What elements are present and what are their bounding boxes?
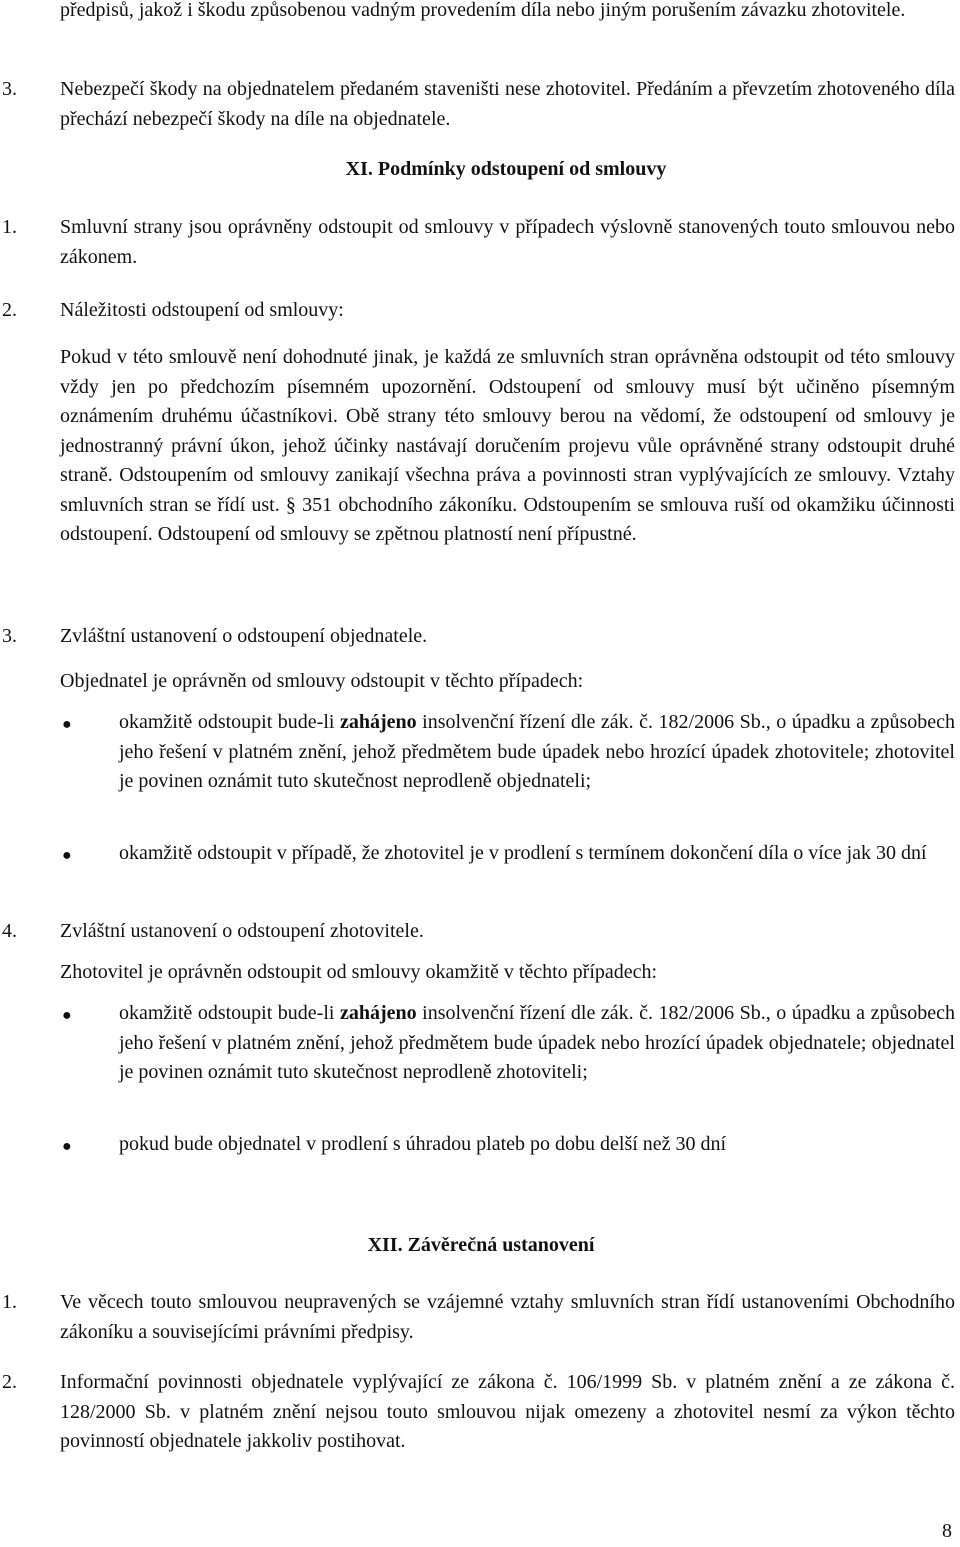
item-number: 2. xyxy=(2,299,17,321)
sec11-item4-bullet-2: pokud bude objednatel v prodlení s úhradou plateb po dobu delší než 30 dní xyxy=(119,1133,727,1155)
section-heading-xi xyxy=(26,155,960,185)
sec11-item3-intro: Objednatel je oprávněn od smlouvy odstoupit v těchto případech: xyxy=(60,670,584,692)
sec11-item2-paragraph: Pokud v této smlouvě není dohodnuté jinak, je každá ze smluvních stran oprávněna odstoupit od této smlouvy vždy jen po předchozím písemném upozornění. Odstoupení od smlouvy musí být učiněno písemným oznámením druhému účastníkovi. Obě strany této smlouvy berou na vědomí, že odstoupení od smlouvy je jednostranný právní úkon, jehož účinky nastávají doručením projevu vůle oprávněné strany odstoupit druhé straně. Odstoupením od smlouvy zanikají všechna práva a povinnosti stran vyplývajících ze smlouvy. Vztahy smluvních stran se řídí ust. § 351 obchodního zákoníku. Odstoupením se smlouva ruší od okamžiku účinnosti odstoupení. Odstoupení od smlouvy se zpětnou platností není přípustné. xyxy=(60,346,955,545)
section-title: Závěrečná ustanovení xyxy=(407,1234,595,1256)
sec11-item1-text: Smluvní strany jsou oprávněny odstoupit od smlouvy v případech výslovně stanovených touto smlouvou nebo zákonem. xyxy=(60,216,955,268)
sec11-item3-heading: Zvláštní ustanovení o odstoupení objednatele. xyxy=(60,625,428,647)
section-number: XII. xyxy=(367,1234,403,1256)
item-number: 3. xyxy=(2,625,17,647)
section-title: Podmínky odstoupení od smlouvy xyxy=(377,158,667,180)
item-number: 1. xyxy=(2,1291,17,1313)
sec12-item1-text: Ve věcech touto smlouvou neupravených se vzájemné vztahy smluvních stran řídí ustanoveními Obchodního zákoníku a souvisejícími právními předpisy. xyxy=(60,1291,955,1343)
bullet-icon: ● xyxy=(62,847,72,864)
section-number: XI. xyxy=(345,158,373,180)
continuation-paragraph: předpisů, jakož i škodu způsobenou vadným provedením díla nebo jiným porušením závazku zhotovitele. xyxy=(60,0,906,21)
sec11-item4-heading: Zvláštní ustanovení o odstoupení zhotovitele. xyxy=(60,920,424,942)
sec11-item4-bullet-1: okamžitě odstoupit bude-li zahájeno insolvenční řízení dle zák. č. 182/2006 Sb., o úpadku a způsobech jeho řešení v platném znění, jehož předmětem bude úpadek nebo hrozící úpadek objednatele; objednatel je povinen oznámit tuto skutečnost neprodleně zhotoviteli; xyxy=(119,1002,955,1083)
bullet-icon: ● xyxy=(62,1007,72,1024)
page-number: 8 xyxy=(942,1520,952,1542)
item-number: 3. xyxy=(2,78,17,100)
item-number: 1. xyxy=(2,216,17,238)
bullet-icon: ● xyxy=(62,1138,72,1155)
sec12-item2-text: Informační povinnosti objednatele vyplývající ze zákona č. 106/1999 Sb. v platném znění a ze zákona č. 128/2000 Sb. v platném znění nejsou touto smlouvou nijak omezeny a zhotovitel nesmí za výkon těchto povinností objednatele jakkoliv postihovat. xyxy=(60,1371,955,1452)
sec10-item3-text: Nebezpečí škody na objednatelem předaném staveništi nese zhotovitel. Předáním a převzetím zhotoveného díla přechází nebezpečí škody na díle na objednatele. xyxy=(60,78,955,130)
sec11-item2-heading: Náležitosti odstoupení od smlouvy: xyxy=(60,299,344,321)
sec11-item4-intro: Zhotovitel je oprávněn odstoupit od smlouvy okamžitě v těchto případech: xyxy=(60,961,658,983)
section-heading-xii xyxy=(1,1231,960,1261)
item-number: 4. xyxy=(2,920,17,942)
sec11-item3-bullet-2: okamžitě odstoupit v případě, že zhotovitel je v prodlení s termínem dokončení díla o více jak 30 dní xyxy=(119,842,927,864)
sec11-item3-bullet-1: okamžitě odstoupit bude-li zahájeno insolvenční řízení dle zák. č. 182/2006 Sb., o úpadku a způsobech jeho řešení v platném znění, jehož předmětem bude úpadek nebo hrozící úpadek zhotovitele; zhotovitel je povinen oznámit tuto skutečnost neprodleně objednateli; xyxy=(119,711,955,792)
bullet-icon: ● xyxy=(62,716,72,733)
item-number: 2. xyxy=(2,1371,17,1393)
